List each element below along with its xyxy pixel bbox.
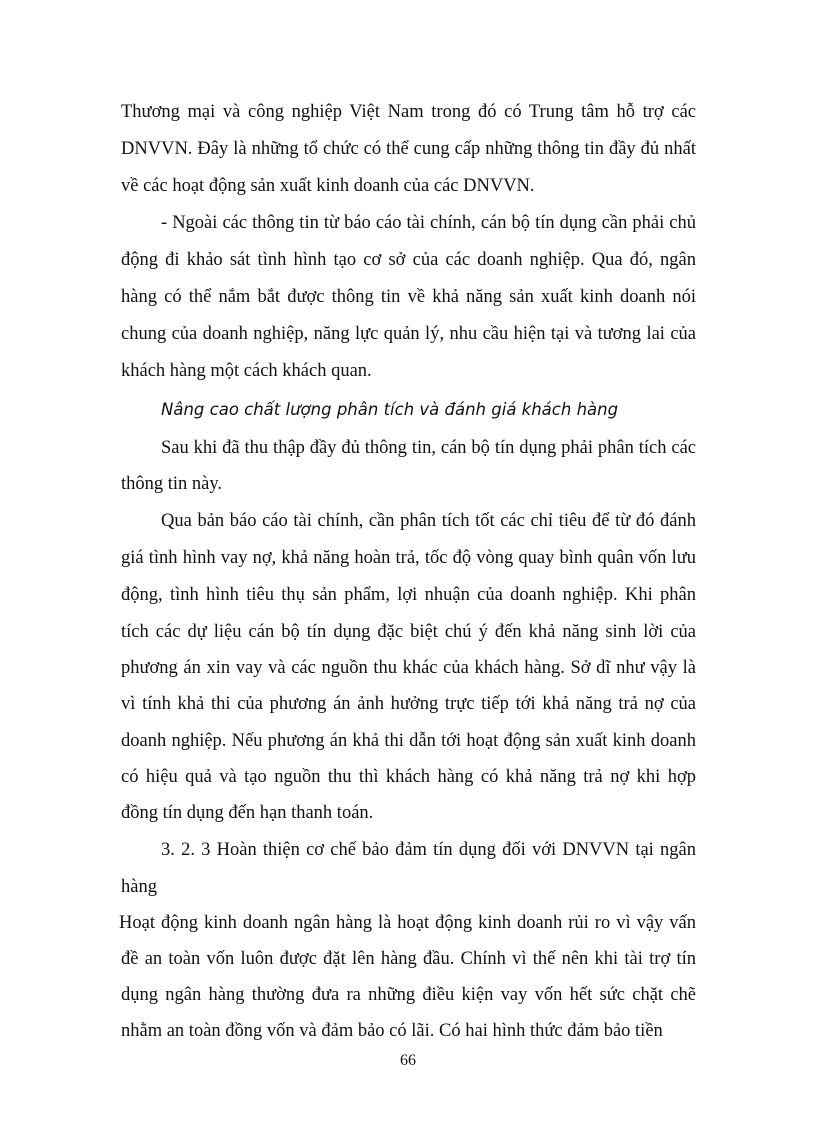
- body-text-line: vì tính khả thi của phương án ảnh hưởng trực tiếp tới khả năng trả nợ của: [121, 694, 696, 714]
- body-text-line: Qua bản báo cáo tài chính, cần phân tích tốt các chỉ tiêu để từ đó đánh: [161, 511, 696, 531]
- body-text-line: động đi khảo sát tình hình tạo cơ sở của các doanh nghiệp. Qua đó, ngân: [121, 250, 696, 270]
- body-text-line: Sau khi đã thu thập đầy đủ thông tin, cán bộ tín dụng phải phân tích các: [161, 438, 696, 458]
- body-text-line: thông tin này.: [121, 474, 223, 494]
- body-text-line: DNVVN. Đây là những tổ chức có thể cung cấp những thông tin đầy đủ nhất: [121, 139, 696, 159]
- body-text-line: chung của doanh nghiệp, năng lực quản lý, nhu cầu hiện tại và tương lai của: [121, 324, 696, 344]
- body-text-line: đề an toàn vốn luôn được đặt lên hàng đầu. Chính vì thế nên khi tài trợ tín: [121, 949, 696, 969]
- section-heading: 3. 2. 3 Hoàn thiện cơ chế bảo đảm tín dụng đối với DNVVN tại ngân: [161, 840, 696, 860]
- body-text-line: về các hoạt động sản xuất kinh doanh của các DNVVN.: [121, 176, 535, 196]
- body-text-line: phương án xin vay và các nguồn thu khác của khách hàng. Sở dĩ như vậy là: [121, 658, 696, 678]
- body-text-line: đồng tín dụng đến hạn thanh toán.: [121, 803, 374, 823]
- body-text-line: hàng có thể nắm bắt được thông tin về khả năng sản xuất kinh doanh nói: [121, 287, 696, 307]
- body-text-line: Thương mại và công nghiệp Việt Nam trong đó có Trung tâm hỗ trợ các: [121, 102, 696, 122]
- body-text-line: khách hàng một cách khách quan.: [121, 361, 372, 381]
- body-text-line: nhằm an toàn đồng vốn và đảm bảo có lãi. Có hai hình thức đảm bảo tiền: [121, 1021, 663, 1041]
- page-number: 66: [400, 1052, 416, 1069]
- section-subheading: Nâng cao chất lượng phân tích và đánh giá khách hàng: [161, 400, 619, 419]
- body-text-line: - Ngoài các thông tin từ báo cáo tài chính, cán bộ tín dụng cần phải chủ: [161, 213, 696, 233]
- body-text-line: giá tình hình vay nợ, khả năng hoàn trả, tốc độ vòng quay bình quân vốn lưu: [121, 548, 696, 568]
- body-text-line: tích các dự liệu cán bộ tín dụng đặc biệt chú ý đến khả năng sinh lời của: [121, 622, 696, 642]
- body-text-line: Hoạt động kinh doanh ngân hàng là hoạt động kinh doanh rủi ro vì vậy vấn: [119, 913, 696, 933]
- body-text-line: có hiệu quả và tạo nguồn thu thì khách hàng có khả năng trả nợ khi hợp: [121, 767, 696, 787]
- body-text-line: doanh nghiệp. Nếu phương án khả thi dẫn tới hoạt động sản xuất kinh doanh: [121, 731, 696, 751]
- body-text-line: động, tình hình tiêu thụ sản phẩm, lợi nhuận của doanh nghiệp. Khi phân: [121, 585, 696, 605]
- body-text-line: dụng ngân hàng thường đưa ra những điều kiện vay vốn hết sức chặt chẽ: [121, 985, 696, 1005]
- section-heading: hàng: [121, 877, 157, 897]
